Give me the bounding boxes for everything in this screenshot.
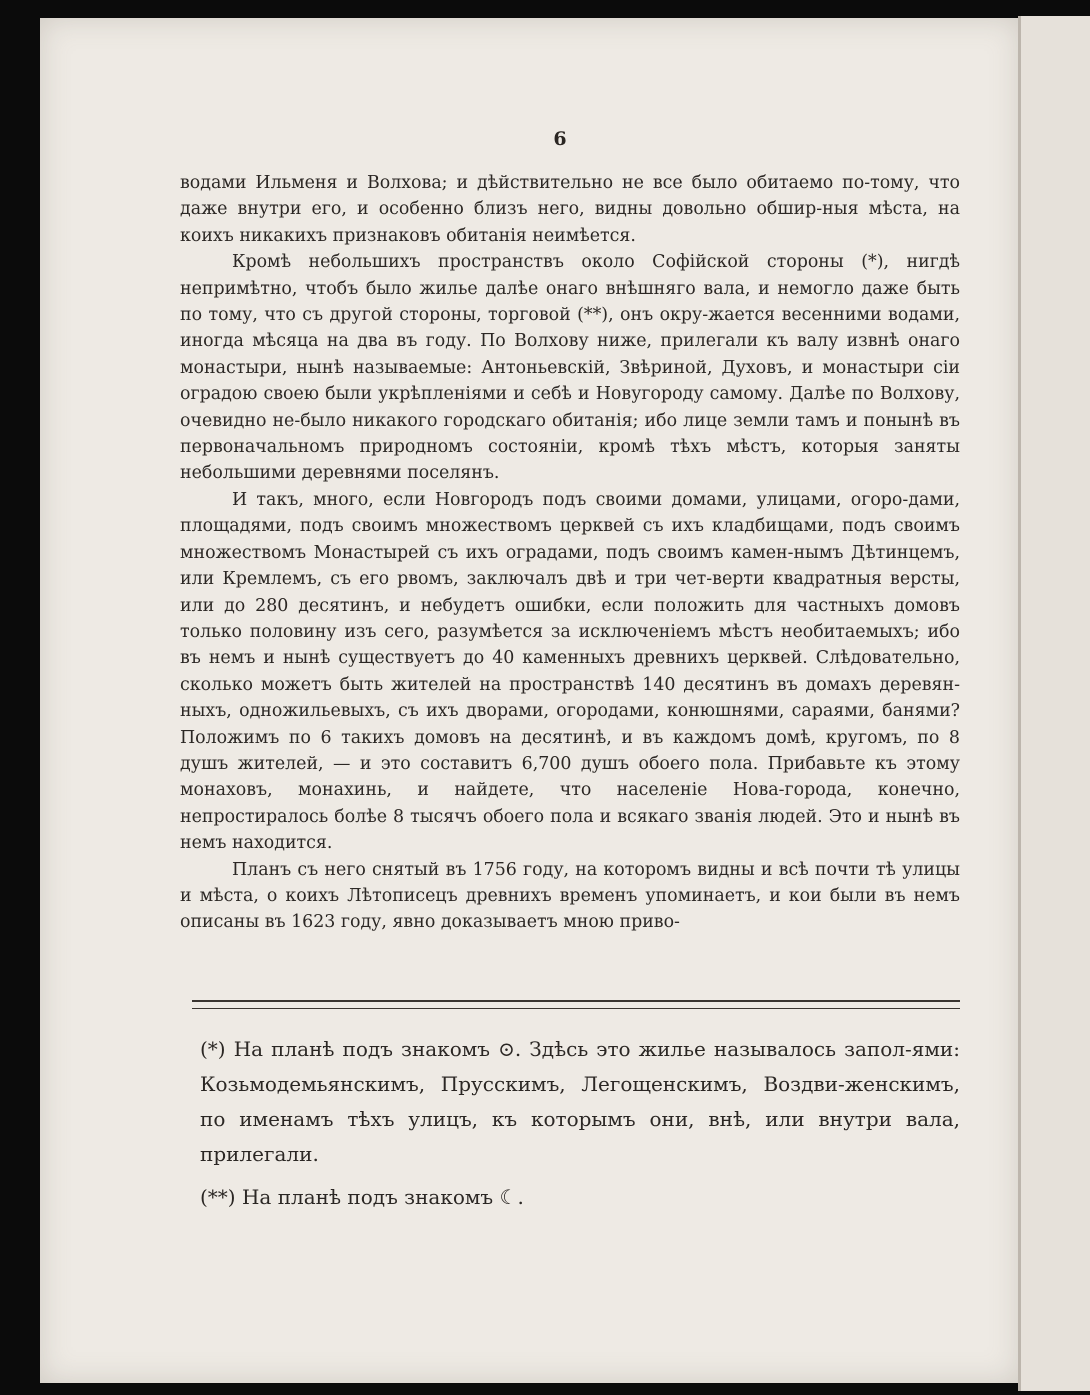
footnote-1-text: На планѣ подъ знакомъ ⊙. Здѣсь это жилье называлось запол-ями: Козьмодемьянскимъ, Прусскимъ, Легощенскимъ, Воздви-женскимъ, по именамъ тѣхъ улицъ, къ которымъ они, внѣ, или внутри вала, прилегали. xyxy=(200,1037,960,1166)
footnote-divider xyxy=(192,1000,960,1009)
paragraph-4: Планъ съ него снятый въ 1756 году, на которомъ видны и всѣ почти тѣ улицы и мѣста, о коихъ Лѣтописецъ древнихъ временъ упоминаетъ, и кои были въ немъ описаны въ 1623 году, явно доказываетъ мною приво- xyxy=(180,859,960,933)
footnote-2 xyxy=(200,1180,960,1215)
paragraph-3: И такъ, много, если Новгородъ подъ своими домами, улицами, огоро-дами, площадями, подъ своимъ множествомъ церквей съ ихъ кладбищами, подъ своимъ множествомъ Монастырей съ ихъ оградами, подъ своимъ камен-нымъ Дѣтинцемъ, или Кремлемъ, съ его рвомъ, заключалъ двѣ и три чет-верти квадратныя версты, или до 280 десятинъ, и небудетъ ошибки, если положить для частныхъ домовъ только половину изъ сего, разумѣется за исключеніемъ мѣстъ необитаемыхъ; ибо въ немъ и нынѣ существуетъ до 40 каменныхъ древнихъ церквей. Слѣдовательно, сколько можетъ быть жителей на пространствѣ 140 десятинъ въ домахъ деревян-ныхъ, одножильевыхъ, съ ихъ дворами, огородами, конюшнями, сараями, банями? Положимъ по 6 такихъ домовъ на десятинѣ, и въ каждомъ домѣ, кругомъ, по 8 душъ жителей, — и это составитъ 6,700 душъ обоего пола. Прибавьте къ этому монаховъ, монахинь, и найдете, что населеніе Нова-города, конечно, непростиралось болѣе 8 тысячъ обоего пола и всякаго званія людей. Это и нынѣ въ немъ находится. xyxy=(180,489,960,854)
footnote-2-marker: (**) xyxy=(200,1185,236,1209)
main-text xyxy=(180,170,960,936)
footnotes xyxy=(200,1032,960,1215)
footnote-1 xyxy=(200,1032,960,1172)
adjacent-page-edge xyxy=(1018,16,1090,1391)
paragraph-2: Кромѣ небольшихъ пространствъ около Софійской стороны (*), нигдѣ непримѣтно, чтобъ было жилье далѣе онаго внѣшняго вала, и немогло даже быть по тому, что съ другой стороны, торговой (**), онъ окру-жается весенними водами, иногда мѣсяца на два въ году. По Волхову ниже, прилегали къ валу извнѣ онаго монастыри, нынѣ называемые: Антоньевскій, Звѣриной, Духовъ, и монастыри сіи оградою своею были укрѣпленіями и себѣ и Новугороду самому. Далѣе по Волхову, очевидно не-было никакого городскаго обитанія; ибо лице земли тамъ и понынѣ въ первоначальномъ природномъ состояніи, кромѣ тѣхъ мѣстъ, которыя заняты небольшими деревнями поселянъ. xyxy=(180,252,960,484)
page-number: 6 xyxy=(553,128,567,150)
paragraph-1: водами Ильменя и Волхова; и дѣйствительно не все было обитаемо по-тому, что даже внутри его, и особенно близъ него, видны довольно обшир-ныя мѣста, на коихъ никакихъ признаковъ обитанія неимѣется. xyxy=(180,173,960,246)
footnote-1-marker: (*) xyxy=(200,1037,226,1061)
footnote-2-text: На планѣ подъ знакомъ ☾. xyxy=(241,1185,524,1209)
